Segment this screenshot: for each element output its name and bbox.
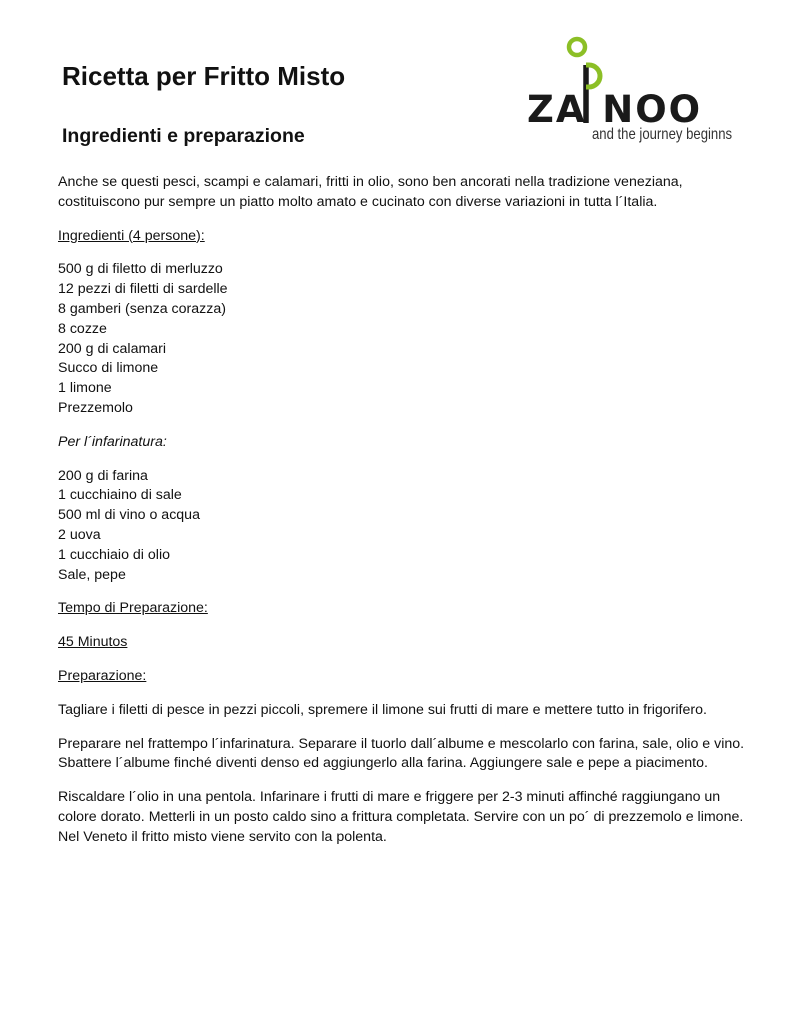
logo-word-left: ZA — [527, 88, 587, 131]
recipe-body — [58, 173, 758, 862]
coating-list — [58, 467, 758, 586]
page-title: Ricetta per Fritto Misto — [62, 61, 346, 91]
list-item: Prezzemolo — [58, 399, 133, 416]
logo-word-mid — [586, 88, 602, 131]
preparation-step: Preparare nel frattempo l´infarinatura. Separare il tuorlo dall´albume e mescolarlo con farina, sale, olio e vino. Sbattere l´albume finché diventi denso ed aggiungerlo alla farina. Aggiungere sale e pepe a piacimento. — [58, 735, 745, 772]
list-item: 500 ml di vino o acqua — [58, 507, 200, 524]
preparation-step: Tagliare i filetti di pesce in pezzi piccoli, spremere il limone sui frutti di mare e mettere tutto in frigorifero. — [58, 701, 707, 718]
logo-wordmark — [527, 88, 703, 131]
list-item: 12 pezzi di filetti di sardelle — [58, 281, 228, 298]
list-item: 500 g di filetto di merluzzo — [58, 261, 223, 278]
list-item: 1 limone — [58, 380, 112, 397]
list-item: 8 cozze — [58, 320, 107, 337]
list-item: Sale, pepe — [58, 566, 126, 583]
intro-paragraph: Anche se questi pesci, scampi e calamari, fritti in olio, sono ben ancorati nella tradizione veneziana, costituiscono pur sempre un piatto molto amato e cucinato con diverse variazioni in tutta l´Italia. — [58, 174, 683, 210]
logo-word-right: NOO — [602, 88, 703, 131]
list-item: 2 uova — [58, 526, 101, 543]
logo-tagline: and the journey beginns — [592, 126, 733, 143]
list-item: 200 g di farina — [58, 467, 148, 484]
list-item: 8 gamberi (senza corazza) — [58, 300, 226, 317]
preparation-step: Riscaldare l´olio in una pentola. Infarinare i frutti di mare e friggere per 2-3 minuti affinché raggiungano un colore dorato. Metterli in un posto caldo sino a frittura completata. Servire con un po´ di prezzemolo e limone. Nel Veneto il fritto misto viene servito con la polenta. — [58, 789, 744, 845]
page-subtitle: Ingredienti e preparazione — [62, 125, 305, 147]
ingredients-heading: Ingredienti (4 persone): — [58, 227, 205, 244]
time-heading: Tempo di Preparazione: — [58, 600, 208, 617]
list-item: 1 cucchiaio di olio — [58, 546, 170, 563]
time-value: 45 Minutos — [58, 634, 128, 651]
ingredients-list — [58, 260, 758, 418]
list-item: Succo di limone — [58, 360, 159, 377]
list-item: 1 cucchiaino di sale — [58, 487, 182, 504]
zainoo-logo — [520, 34, 750, 154]
preparation-heading: Preparazione: — [58, 667, 147, 684]
coating-heading: Per l´infarinatura: — [58, 433, 167, 450]
list-item: 200 g di calamari — [58, 340, 167, 357]
